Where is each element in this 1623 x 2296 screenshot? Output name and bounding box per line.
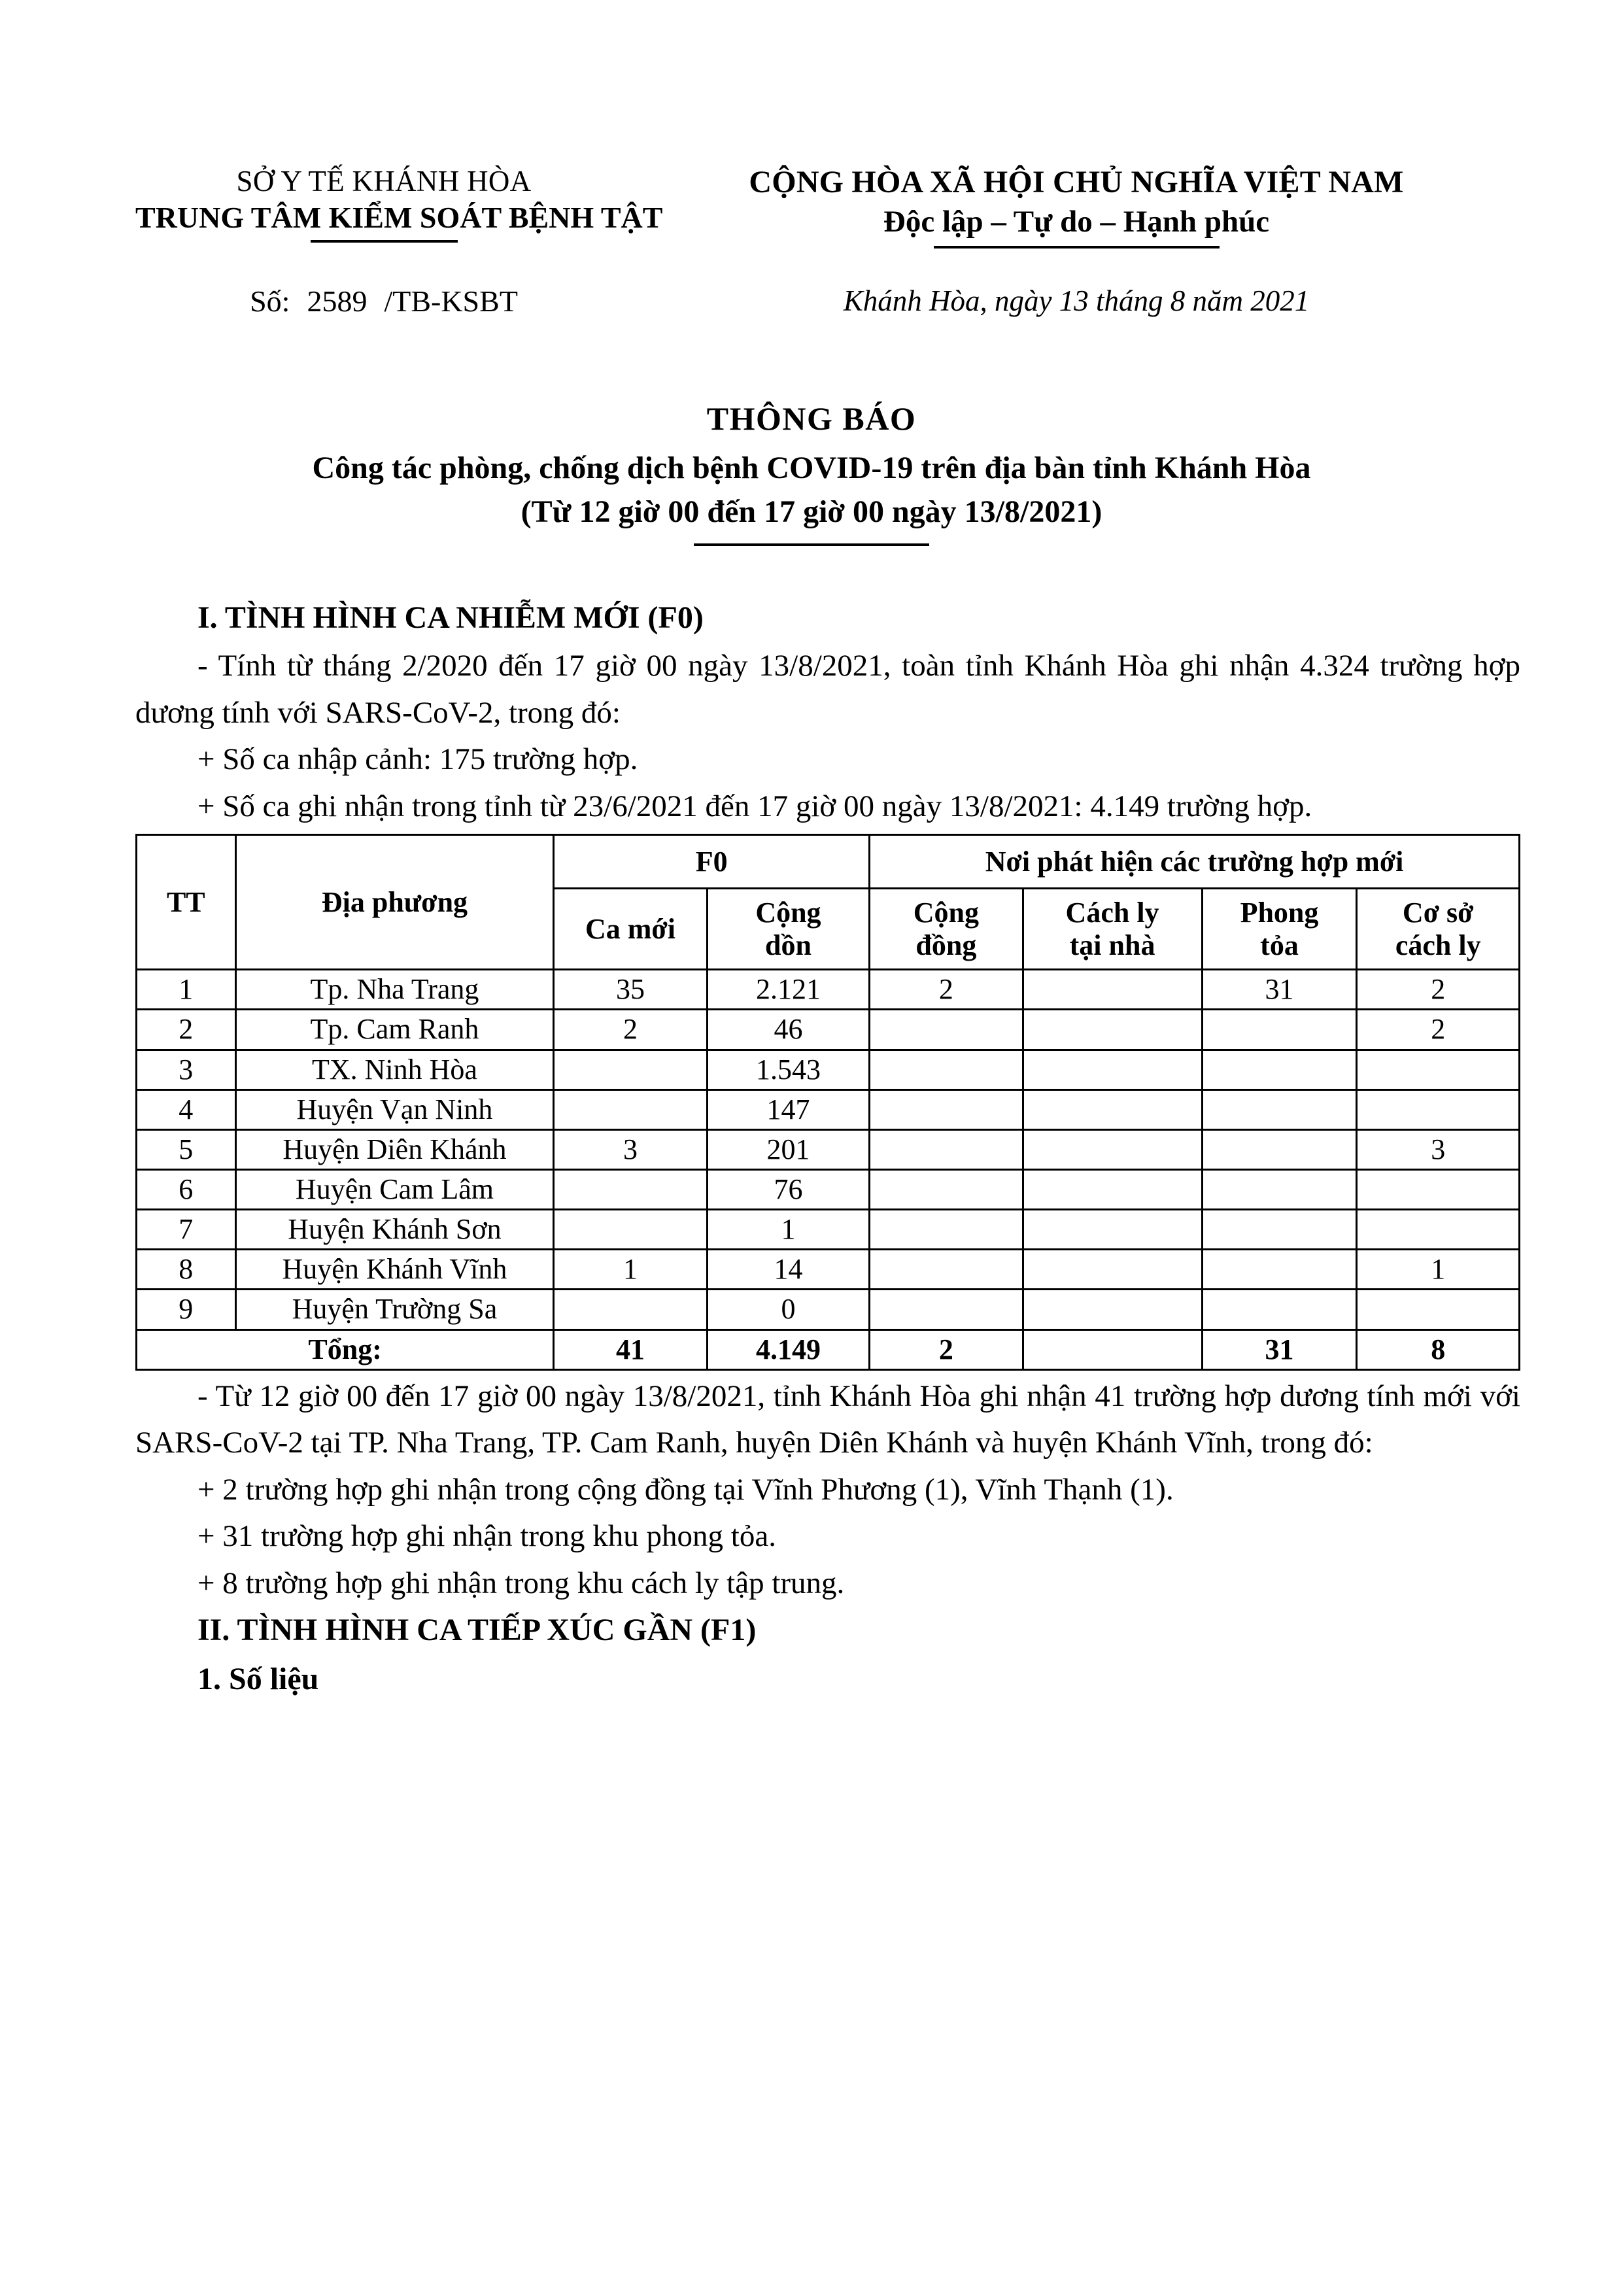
cell-lockdown <box>1202 1210 1357 1250</box>
cell-index: 9 <box>137 1290 236 1329</box>
cell-lockdown <box>1202 1170 1357 1210</box>
section-one-continued <box>0 1373 1623 1704</box>
th-locality: Địa phương <box>235 835 554 970</box>
table-row <box>137 1290 1520 1329</box>
cell-new-cases: 1 <box>554 1250 707 1290</box>
title-rule <box>694 543 929 546</box>
total-quarantine-facility: 8 <box>1357 1329 1520 1369</box>
table-header-group-row <box>137 835 1520 889</box>
cell-locality: Huyện Trường Sa <box>235 1290 554 1329</box>
paragraph-total-cases: - Tính từ tháng 2/2020 đến 17 giờ 00 ngày 13/8/2021, toàn tỉnh Khánh Hòa ghi nhận 4.324 trường hợp dương tính với SARS-CoV-2, trong đó: <box>135 649 1520 730</box>
document-period: (Từ 12 giờ 00 đến 17 giờ 00 ngày 13/8/2021) <box>521 494 1102 530</box>
national-heading <box>632 163 1520 248</box>
cell-new-cases <box>554 1050 707 1089</box>
table-row <box>137 1089 1520 1129</box>
cell-new-cases: 35 <box>554 970 707 1010</box>
cell-new-cases: 3 <box>554 1129 707 1169</box>
document-number <box>250 284 518 318</box>
table-total-row <box>137 1329 1520 1369</box>
cell-index: 7 <box>137 1210 236 1250</box>
th-facility-line2: cách ly <box>1395 929 1481 961</box>
th-lockdown-line2: tỏa <box>1260 929 1299 961</box>
cell-lockdown <box>1202 1010 1357 1050</box>
document-subject: Công tác phòng, chống dịch bệnh COVID-19 trên địa bàn tỉnh Khánh Hòa <box>312 451 1311 486</box>
cell-index: 1 <box>137 970 236 1010</box>
cell-locality: Huyện Cam Lâm <box>235 1170 554 1210</box>
table-row <box>137 1129 1520 1169</box>
th-lockdown-line1: Phong <box>1240 896 1319 929</box>
cell-lockdown <box>1202 1290 1357 1329</box>
th-group-detection-place: Nơi phát hiện các trường hợp mới <box>870 835 1520 889</box>
cell-new-cases <box>554 1089 707 1129</box>
cell-home-quarantine <box>1023 1050 1202 1089</box>
cell-quarantine-facility: 2 <box>1357 1010 1520 1050</box>
cell-new-cases: 2 <box>554 1010 707 1050</box>
section-two-subheading: 1. Số liệu <box>197 1661 319 1696</box>
cell-cumulative: 1.543 <box>707 1050 869 1089</box>
table-row <box>137 1210 1520 1250</box>
paragraph-lockdown-cases: + 31 trường hợp ghi nhận trong khu phong tỏa. <box>197 1519 776 1554</box>
th-community-line2: đồng <box>915 929 977 961</box>
cell-lockdown <box>1202 1129 1357 1169</box>
th-home-quarantine <box>1023 889 1202 970</box>
department-name: SỞ Y TẾ KHÁNH HÒA <box>236 165 532 197</box>
cell-community <box>870 1210 1023 1250</box>
cell-quarantine-facility <box>1357 1290 1520 1329</box>
cell-new-cases <box>554 1170 707 1210</box>
cell-cumulative: 76 <box>707 1170 869 1210</box>
cell-new-cases <box>554 1290 707 1329</box>
country-name: CỘNG HÒA XÃ HỘI CHỦ NGHĨA VIỆT NAM <box>749 165 1404 199</box>
table-row <box>137 1170 1520 1210</box>
cell-cumulative: 46 <box>707 1010 869 1050</box>
cell-community <box>870 1290 1023 1329</box>
national-motto: Độc lập – Tự do – Hạnh phúc <box>883 204 1270 239</box>
th-cumulative-line1: Cộng <box>755 896 821 929</box>
place-and-date: Khánh Hòa, ngày 13 tháng 8 năm 2021 <box>843 284 1310 317</box>
header-left-rule <box>311 240 458 243</box>
cell-locality: Tp. Nha Trang <box>235 970 554 1010</box>
total-lockdown: 31 <box>1202 1329 1357 1369</box>
cell-lockdown: 31 <box>1202 970 1357 1010</box>
cell-quarantine-facility <box>1357 1170 1520 1210</box>
cell-home-quarantine <box>1023 1290 1202 1329</box>
th-home-line1: Cách ly <box>1065 896 1159 929</box>
cell-locality: Tp. Cam Ranh <box>235 1010 554 1050</box>
section-one-heading: I. TÌNH HÌNH CA NHIỄM MỚI (F0) <box>197 600 704 635</box>
total-new-cases: 41 <box>554 1329 707 1369</box>
cell-locality: Huyện Khánh Vĩnh <box>235 1250 554 1290</box>
th-new-cases: Ca mới <box>554 889 707 970</box>
cell-cumulative: 147 <box>707 1089 869 1129</box>
cell-quarantine-facility <box>1357 1089 1520 1129</box>
issuing-organization <box>135 163 663 248</box>
paragraph-imported-cases: + Số ca nhập cảnh: 175 trường hợp. <box>197 742 638 777</box>
th-lockdown-area <box>1202 889 1357 970</box>
cell-locality: TX. Ninh Hòa <box>235 1050 554 1089</box>
th-group-f0: F0 <box>554 835 870 889</box>
th-cumulative <box>707 889 869 970</box>
cell-index: 3 <box>137 1050 236 1089</box>
document-number-label: Số: <box>250 284 290 318</box>
cell-quarantine-facility: 1 <box>1357 1250 1520 1290</box>
cell-new-cases <box>554 1210 707 1250</box>
cell-community <box>870 1089 1023 1129</box>
cell-cumulative: 0 <box>707 1290 869 1329</box>
cell-total-label: Tổng: <box>137 1329 554 1369</box>
paragraph-community-cases: + 2 trường hợp ghi nhận trong cộng đồng tại Vĩnh Phương (1), Vĩnh Thạnh (1). <box>197 1472 1174 1507</box>
cell-home-quarantine <box>1023 1010 1202 1050</box>
document-number-suffix: /TB-KSBT <box>384 284 518 318</box>
f0-table-container <box>0 834 1623 1371</box>
cell-locality: Huyện Vạn Ninh <box>235 1089 554 1129</box>
section-one <box>0 594 1623 831</box>
table-row <box>137 1050 1520 1089</box>
cell-community <box>870 1010 1023 1050</box>
cell-cumulative: 1 <box>707 1210 869 1250</box>
cell-community <box>870 1250 1023 1290</box>
cell-community: 2 <box>870 970 1023 1010</box>
f0-statistics-table <box>135 834 1520 1371</box>
cell-home-quarantine <box>1023 1210 1202 1250</box>
total-cumulative: 4.149 <box>707 1329 869 1369</box>
cell-cumulative: 2.121 <box>707 970 869 1010</box>
cell-community <box>870 1050 1023 1089</box>
total-home-quarantine <box>1023 1329 1202 1369</box>
cell-quarantine-facility: 2 <box>1357 970 1520 1010</box>
cell-home-quarantine <box>1023 1250 1202 1290</box>
cell-lockdown <box>1202 1089 1357 1129</box>
th-tt: TT <box>137 835 236 970</box>
f0-table-body <box>137 970 1520 1370</box>
paragraph-quarantine-cases: + 8 trường hợp ghi nhận trong khu cách ly tập trung. <box>197 1566 845 1600</box>
cell-community <box>870 1170 1023 1210</box>
cell-home-quarantine <box>1023 1089 1202 1129</box>
document-number-value: 2589 <box>307 284 367 318</box>
paragraph-new-cases-window: - Từ 12 giờ 00 đến 17 giờ 00 ngày 13/8/2021, tỉnh Khánh Hòa ghi nhận 41 trường hợp dương tính mới với SARS-CoV-2 tại TP. Nha Trang, TP. Cam Ranh, huyện Diên Khánh và huyện Khánh Vĩnh, trong đó: <box>135 1379 1520 1460</box>
cell-cumulative: 201 <box>707 1129 869 1169</box>
header-right-rule <box>934 246 1220 248</box>
cell-home-quarantine <box>1023 970 1202 1010</box>
cell-community <box>870 1129 1023 1169</box>
document-type-title: THÔNG BÁO <box>706 400 917 437</box>
th-quarantine-facility <box>1357 889 1520 970</box>
cell-cumulative: 14 <box>707 1250 869 1290</box>
table-row <box>137 1250 1520 1290</box>
section-two-heading: II. TÌNH HÌNH CA TIẾP XÚC GẦN (F1) <box>197 1612 757 1647</box>
cell-index: 8 <box>137 1250 236 1290</box>
cell-index: 2 <box>137 1010 236 1050</box>
cell-lockdown <box>1202 1250 1357 1290</box>
th-community <box>870 889 1023 970</box>
center-name: TRUNG TÂM KIỂM SOÁT BỆNH TẬT <box>135 200 663 234</box>
cell-quarantine-facility <box>1357 1050 1520 1089</box>
table-row <box>137 1010 1520 1050</box>
cell-locality: Huyện Khánh Sơn <box>235 1210 554 1250</box>
cell-index: 5 <box>137 1129 236 1169</box>
document-header <box>0 0 1623 248</box>
cell-lockdown <box>1202 1050 1357 1089</box>
cell-home-quarantine <box>1023 1170 1202 1210</box>
table-row <box>137 970 1520 1010</box>
document-title-block <box>0 397 1623 546</box>
cell-index: 6 <box>137 1170 236 1210</box>
cell-locality: Huyện Diên Khánh <box>235 1129 554 1169</box>
th-cumulative-line2: dồn <box>764 929 811 961</box>
cell-home-quarantine <box>1023 1129 1202 1169</box>
document-number-row <box>0 284 1623 318</box>
cell-index: 4 <box>137 1089 236 1129</box>
th-home-line2: tại nhà <box>1069 929 1155 961</box>
cell-quarantine-facility: 3 <box>1357 1129 1520 1169</box>
th-community-line1: Cộng <box>913 896 979 929</box>
paragraph-domestic-cases: + Số ca ghi nhận trong tỉnh từ 23/6/2021 đến 17 giờ 00 ngày 13/8/2021: 4.149 trường hợp. <box>197 789 1312 823</box>
th-facility-line1: Cơ sở <box>1402 896 1474 929</box>
cell-quarantine-facility <box>1357 1210 1520 1250</box>
total-community: 2 <box>870 1329 1023 1369</box>
